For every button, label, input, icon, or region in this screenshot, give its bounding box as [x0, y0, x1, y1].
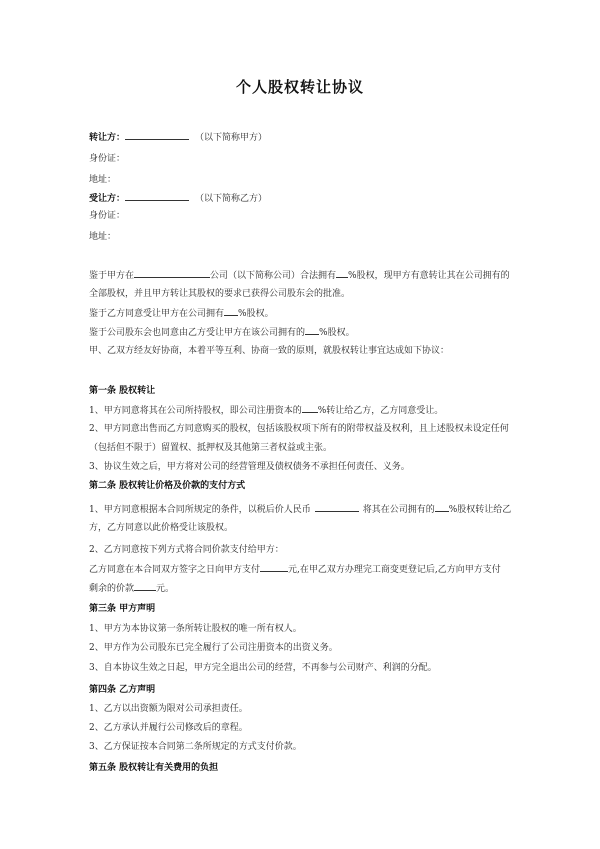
preamble-1-text-a: 鉴于甲方在 [89, 271, 135, 281]
transferee-id-label: 身份证： [89, 211, 126, 221]
article-4-item-3: 3、乙方保证按本合同第二条所规定的方式支付价款。 [89, 742, 302, 752]
article-2-item-1-text-a: 1、甲方同意根据本合同所规定的条件，以税后价人民币 [89, 505, 311, 515]
share-percent-blank-3[interactable] [305, 326, 319, 335]
article-2-item-1-text-b: 将其在公司拥有的 [362, 505, 435, 515]
article-2-item-3-text-b: 元,在甲乙双方办理完工商变更登记后,乙方向甲方支付 [288, 565, 501, 575]
article-2-item-3-cont [89, 582, 174, 595]
preamble-1-text-b: 公司（以下简称公司）合法拥有 [210, 271, 337, 281]
preamble-paragraph-1 [89, 269, 510, 282]
preamble-paragraph-3 [89, 326, 355, 339]
article-2-item-3-text-c: 剩余的价款 [89, 584, 135, 594]
article-2-item-2: 2、乙方同意按下列方式将合同价款支付给甲方： [89, 545, 284, 555]
transferor-label: 转让方： [89, 133, 126, 143]
transferee-note: （以下简称乙方） [195, 194, 268, 204]
article-2-item-1-text-c: %股权转让给乙 [448, 505, 512, 515]
article-1-heading: 第一条 股权转让 [89, 386, 156, 396]
article-4-heading: 第四条 乙方声明 [89, 685, 156, 695]
transferor-name-blank[interactable] [125, 131, 189, 140]
remaining-payment-blank[interactable] [134, 582, 156, 591]
preamble-paragraph-4: 甲、乙双方经友好协商，本着平等互利、协商一致的原则，就股权转让事宜达成如下协议： [89, 346, 450, 356]
transfer-percent-blank[interactable] [435, 503, 449, 512]
share-percent-blank-2[interactable] [224, 307, 238, 316]
preamble-paragraph-1-cont: 全部股权，并且甲方转让其股权的要求已获得公司股东会的批准。 [89, 289, 351, 299]
article-3-item-2: 2、甲方作为公司股东已完全履行了公司注册资本的出资义务。 [89, 643, 338, 653]
transferee-label: 受让方： [89, 194, 126, 204]
article-1-item-1-text-a: 1、甲方同意将其在公司所持股权，即公司注册资本的 [89, 406, 302, 416]
article-2-item-3 [89, 563, 501, 576]
preamble-1-text-c: %股权，现甲方有意转让其在公司拥有的 [348, 271, 510, 281]
transferee-name-blank[interactable] [125, 192, 189, 201]
preamble-3-text-a: 鉴于公司股东会也同意由乙方受让甲方在该公司拥有的 [89, 328, 306, 338]
article-2-item-1 [89, 503, 511, 516]
transferor-note: （以下简称甲方） [195, 133, 268, 143]
article-2-item-3-text-a: 乙方同意在本合同双方签字之日向甲方支付 [89, 565, 261, 575]
article-2-item-1-cont: 方，乙方同意以此价格受让该股权。 [89, 523, 234, 533]
article-3-item-3: 3、自本协议生效之日起，甲方完全退出公司的经营，不再参与公司财产、利润的分配。 [89, 663, 437, 673]
article-4-item-1: 1、乙方以出资额为限对公司承担责任。 [89, 704, 248, 714]
article-1-item-3: 3、协议生效之后，甲方将对公司的经营管理及债权债务不承担任何责任、义务。 [89, 462, 410, 472]
article-5-heading: 第五条 股权转让有关费用的负担 [89, 763, 219, 773]
article-1-item-2-cont: （包括但不限于）留置权、抵押权及其他第三者权益或主张。 [89, 443, 333, 453]
preamble-3-text-b: %股权。 [319, 328, 355, 338]
document-title: 个人股权转让协议 [235, 78, 364, 96]
article-2-item-3-text-d: 元。 [156, 584, 175, 594]
article-4-item-2: 2、乙方承认并履行公司修改后的章程。 [89, 723, 248, 733]
preamble-2-text-a: 鉴于乙方同意受让甲方在公司拥有 [89, 309, 225, 319]
article-1-item-2: 2、甲方同意出售而乙方同意购买的股权，包括该股权项下所有的附带权益及权利，且上述股权未设定任何 [89, 424, 509, 434]
company-name-blank[interactable] [134, 269, 210, 278]
article-3-item-1: 1、甲方为本协议第一条所转让股权的唯一所有权人。 [89, 624, 302, 634]
transferor-id-label: 身份证： [89, 154, 126, 164]
article-2-heading: 第二条 股权转让价格及价款的支付方式 [89, 481, 246, 491]
capital-percent-blank[interactable] [302, 404, 318, 413]
price-blank[interactable] [315, 503, 359, 512]
preamble-2-text-b: %股权。 [238, 309, 274, 319]
transferee-line [89, 192, 267, 205]
article-1-item-1 [89, 404, 443, 417]
article-3-heading: 第三条 甲方声明 [89, 604, 156, 614]
article-1-item-1-text-b: %转让给乙方，乙方同意受让。 [317, 406, 444, 416]
transferor-address-label: 地址： [89, 175, 117, 185]
preamble-paragraph-2 [89, 307, 274, 320]
transferee-address-label: 地址： [89, 232, 117, 242]
first-payment-blank[interactable] [260, 563, 288, 572]
transferor-line [89, 131, 267, 144]
share-percent-blank[interactable] [336, 269, 348, 278]
